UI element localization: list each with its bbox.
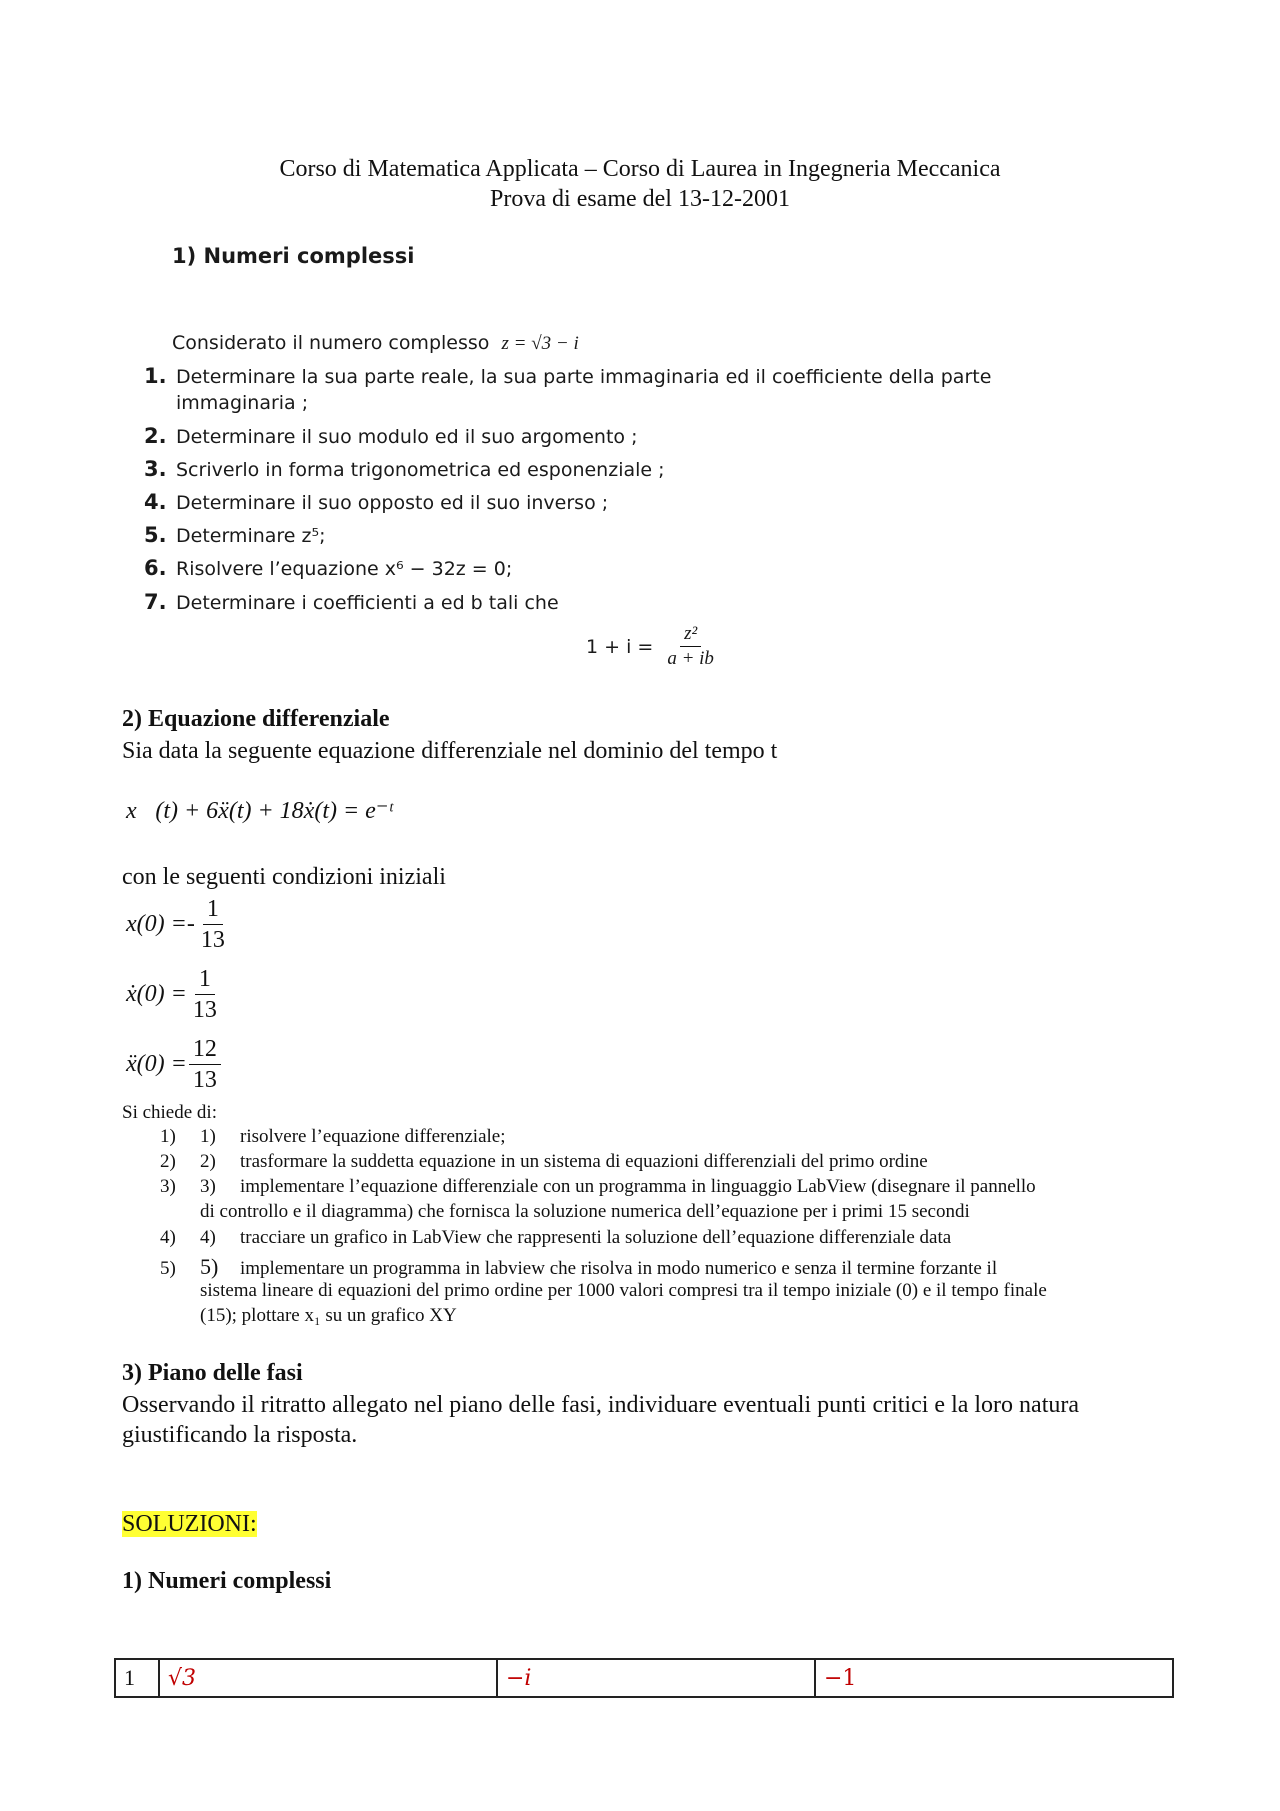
z-expression: z = √3 − i [501,333,579,354]
condition-x0: x(0) =- $\frac{1}{13}$ [126,896,225,953]
solutions-table [114,1658,1174,1698]
ode-equation: x⃛(t) + 6ẍ(t) + 18ẋ(t) = e⁻ᵗ [126,798,393,824]
task-1: 1) 1) risolvere l’equazione differenziale; [160,1126,506,1147]
ask-label: Si chiede di: [122,1102,217,1123]
section3-heading: 3) Piano delle fasi [122,1360,303,1386]
section3-text-1: Osservando il ritratto allegato nel piano delle fasi, individuare eventuali punti critici e la loro natura [122,1392,1080,1418]
table-row [115,1659,1173,1697]
section1-item-5: 5. Determinare z⁵; [144,523,326,547]
table-cell-imag: −i [497,1659,815,1697]
header-line-1: Corso di Matematica Applicata – Corso di Laurea in Ingegneria Meccanica [279,156,1001,182]
conditions-intro: con le seguenti condizioni iniziali [122,864,446,890]
section1-item-1-cont: immaginaria ; [176,392,309,414]
table-cell-coef: −1 [815,1659,1173,1697]
task-4: 4) 4) tracciare un grafico in LabView che rappresenti la soluzione dell’equazione differenziale data [160,1227,952,1248]
condition-xddot0: ẍ(0) = $\frac{12}{13}$ [126,1034,221,1095]
table-cell-index: 1 [115,1659,159,1697]
condition-xdot0: ẋ(0) = $\frac{1}{13}$ [126,966,217,1023]
section3-text-2: giustificando la risposta. [122,1422,358,1448]
table-cell-real: √3 [159,1659,497,1697]
equation-lhs: 1 + i = [586,635,654,658]
equation-denominator: a + ib [667,648,714,669]
section1-item-6: 6. Risolvere l’equazione x⁶ − 32z = 0; [144,556,513,580]
section2-intro: Sia data la seguente equazione differenziale nel dominio del tempo t [122,738,778,764]
solutions-heading: 1) Numeri complessi [122,1568,332,1594]
section1-item-3: 3. Scriverlo in forma trigonometrica ed esponenziale ; [144,457,665,481]
task-5-cont2: (15); plottare x₁ su un grafico XY [200,1305,457,1326]
equation-fraction [663,622,718,671]
section1-intro: Considerato il numero complesso [172,332,490,354]
section1-equation [586,622,718,671]
section1-heading: 1) Numeri complessi [172,244,415,268]
task-2: 2) 2) trasformare la suddetta equazione in un sistema di equazioni differenziali del primo ordine [160,1151,928,1172]
task-5: 5) 5) implementare un programma in labview che risolva in modo numerico e senza il termine forzante il [160,1254,998,1279]
task-3-cont: di controllo e il diagramma) che fornisca la soluzione numerica dell’equazione per i primi 15 secondi [200,1201,970,1222]
equation-numerator: z² [680,622,701,647]
task-3: 3) 3) implementare l’equazione differenziale con un programma in linguaggio LabView (disegnare il pannello [160,1176,1036,1197]
header-line-2: Prova di esame del 13-12-2001 [490,186,790,212]
section1-intro-line [172,332,579,355]
section2-heading: 2) Equazione differenziale [122,706,390,732]
section1-item-1: 1. Determinare la sua parte reale, la sua parte immaginaria ed il coefficiente della parte [144,364,992,388]
section1-item-2: 2. Determinare il suo modulo ed il suo argomento ; [144,424,638,448]
task-5-cont: sistema lineare di equazioni del primo ordine per 1000 valori compresi tra il tempo iniziale (0) e il tempo finale [200,1280,1047,1301]
section1-item-4: 4. Determinare il suo opposto ed il suo inverso ; [144,490,609,514]
section1-item-7: 7. Determinare i coefficienti a ed b tali che [144,590,559,614]
solutions-label: SOLUZIONI: [122,1511,257,1537]
